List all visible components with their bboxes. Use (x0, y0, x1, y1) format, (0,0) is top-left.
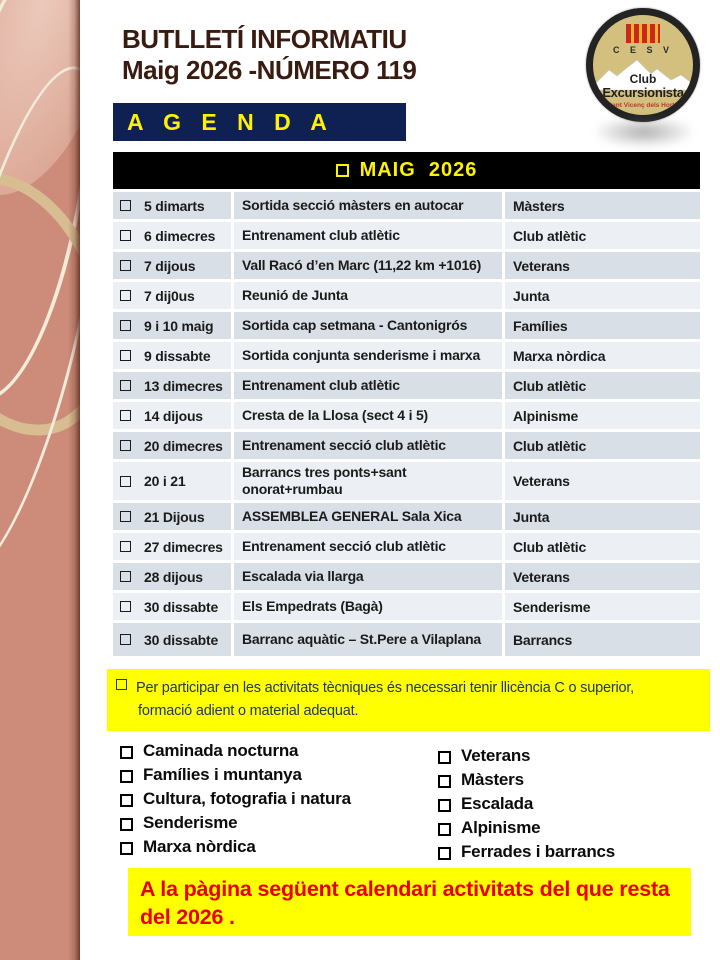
row-category: Màsters (505, 192, 700, 219)
row-date-cell (113, 252, 231, 279)
catalan-flag-icon (626, 24, 660, 43)
list-item (438, 840, 615, 864)
row-date: 7 dijous (144, 257, 196, 274)
table-row (113, 372, 700, 399)
agenda-banner (113, 103, 406, 141)
row-date: 14 dijous (144, 407, 203, 424)
club-logo (586, 8, 700, 122)
checkbox-icon (120, 842, 133, 855)
checkbox-icon (438, 799, 451, 812)
list-item-label: Caminada nocturna (143, 741, 299, 760)
row-category: Veterans (505, 563, 700, 590)
row-category: Alpinisme (505, 402, 700, 429)
strip-shadow-edge (68, 0, 80, 960)
checkbox-icon (120, 541, 131, 552)
row-date: 27 dimecres (144, 538, 223, 555)
row-activity: Cresta de la Llosa (sect 4 i 5) (234, 402, 502, 429)
page-title (122, 24, 416, 86)
table-row (113, 432, 700, 459)
checkbox-icon (438, 847, 451, 860)
table-row (113, 252, 700, 279)
checkbox-icon (120, 601, 131, 612)
activities-table (113, 152, 700, 659)
checkbox-icon (438, 751, 451, 764)
logo-subtitle: Sant Vicenç dels Horts (607, 102, 679, 109)
notice-text-2: formació adient o material adequat. (138, 703, 359, 719)
row-date-cell (113, 432, 231, 459)
row-activity: Barranc aquàtic – St.Pere a Vilaplana (234, 623, 502, 656)
row-date: 9 i 10 maig (144, 317, 214, 334)
title-line-1: BUTLLETÍ INFORMATIU (122, 24, 407, 54)
row-date-cell (113, 222, 231, 249)
table-row (113, 593, 700, 620)
checkbox-icon (120, 746, 133, 759)
notice-text-1: Per participar en les activitats tècniques és necessari tenir llicència C o superior, (136, 680, 634, 696)
list-item (438, 768, 615, 792)
license-notice (107, 669, 710, 731)
row-category: Marxa nòrdica (505, 342, 700, 369)
list-item-label: Famílies i muntanya (143, 765, 302, 784)
logo-name-line1: Club (629, 72, 657, 86)
row-date-cell (113, 282, 231, 309)
list-item (120, 787, 351, 811)
row-date-cell (113, 533, 231, 560)
checkbox-icon (120, 200, 131, 211)
row-date-cell (113, 563, 231, 590)
list-item-label: Cultura, fotografia i natura (143, 789, 351, 808)
checkbox-icon (120, 260, 131, 271)
row-date-cell (113, 503, 231, 530)
row-category: Veterans (505, 252, 700, 279)
row-date-cell (113, 342, 231, 369)
table-row (113, 222, 700, 249)
checkbox-icon (120, 440, 131, 451)
checkbox-icon (336, 164, 349, 177)
table-row (113, 342, 700, 369)
row-date: 20 i 21 (144, 473, 186, 489)
decorative-side-strip (0, 0, 80, 960)
table-header-label: MAIG 2026 (359, 159, 478, 181)
table-row (113, 533, 700, 560)
row-date-cell (113, 402, 231, 429)
table-row (113, 282, 700, 309)
table-row (113, 623, 700, 656)
list-item-label: Senderisme (143, 813, 238, 832)
checkbox-icon (120, 634, 131, 645)
list-item-label: Ferrades i barrancs (461, 842, 616, 861)
row-activity: Entrenament club atlètic (234, 372, 502, 399)
checkbox-icon (438, 823, 451, 836)
row-category: Club atlètic (505, 222, 700, 249)
list-item (438, 792, 615, 816)
row-category: Junta (505, 282, 700, 309)
row-date: 9 dissabte (144, 347, 211, 364)
checkbox-icon (116, 679, 127, 690)
row-activity: Entrenament secció club atlètic (234, 533, 502, 560)
row-activity: Vall Racó d’en Marc (11,22 km +1016) (234, 252, 502, 279)
row-activity: Sortida secció màsters en autocar (234, 192, 502, 219)
row-activity: ASSEMBLEA GENERAL Sala Xica (234, 503, 502, 530)
row-date-cell (113, 372, 231, 399)
row-date: 21 Dijous (144, 508, 205, 525)
table-row (113, 503, 700, 530)
row-date-cell (113, 192, 231, 219)
checkbox-icon (120, 290, 131, 301)
table-row (113, 563, 700, 590)
list-item (438, 744, 615, 768)
logo-acronym: C E S V (612, 45, 673, 55)
row-category: Club atlètic (505, 372, 700, 399)
table-row (113, 192, 700, 219)
table-header (113, 152, 700, 189)
row-date: 30 dissabte (144, 631, 219, 648)
list-item (120, 811, 351, 835)
table-body (113, 192, 700, 656)
list-item-label: Màsters (461, 770, 524, 789)
row-date-cell (113, 312, 231, 339)
row-activity: Escalada via llarga (234, 563, 502, 590)
row-date: 6 dimecres (144, 227, 216, 244)
next-page-note-text: A la pàgina següent calendari activitats del que resta del 2026 . (140, 877, 670, 929)
row-date-cell (113, 593, 231, 620)
title-line-2: Maig 2026 -NÚMERO 119 (122, 55, 417, 85)
activity-list-left (120, 739, 351, 859)
row-activity: Reunió de Junta (234, 282, 502, 309)
list-item (438, 816, 615, 840)
checkbox-icon (120, 818, 133, 831)
list-item-label: Alpinisme (461, 818, 541, 837)
logo-name-line2: Excursionista (602, 85, 684, 100)
row-date: 7 dij0us (144, 287, 195, 304)
row-date: 30 dissabte (144, 598, 219, 615)
row-activity: Els Empedrats (Bagà) (234, 593, 502, 620)
row-activity: Entrenament secció club atlètic (234, 432, 502, 459)
row-date: 13 dimecres (144, 377, 223, 394)
club-logo-inner (593, 15, 693, 115)
table-row (113, 462, 700, 500)
row-category: Senderisme (505, 593, 700, 620)
checkbox-icon (120, 320, 131, 331)
row-activity: Barrancs tres ponts+sant onorat+rumbau (234, 462, 502, 500)
row-date: 5 dimarts (144, 197, 205, 214)
checkbox-icon (120, 350, 131, 361)
checkbox-icon (438, 775, 451, 788)
row-activity: Sortida conjunta senderisme i marxa (234, 342, 502, 369)
row-date-cell (113, 623, 231, 656)
checkbox-icon (120, 410, 131, 421)
list-item-label: Escalada (461, 794, 534, 813)
checkbox-icon (120, 770, 133, 783)
checkbox-icon (120, 380, 131, 391)
list-item (120, 835, 351, 859)
row-category: Club atlètic (505, 533, 700, 560)
row-date-cell (113, 462, 231, 500)
row-category: Club atlètic (505, 432, 700, 459)
checkbox-icon (120, 794, 133, 807)
checkbox-icon (120, 230, 131, 241)
activity-list-right (438, 744, 615, 864)
logo-shadow (592, 116, 696, 148)
list-item (120, 739, 351, 763)
row-date: 20 dimecres (144, 437, 223, 454)
row-activity: Sortida cap setmana - Cantonigrós (234, 312, 502, 339)
next-page-note (128, 868, 691, 936)
row-activity: Entrenament club atlètic (234, 222, 502, 249)
row-category: Famílies (505, 312, 700, 339)
row-category: Veterans (505, 462, 700, 500)
notice-line-1 (116, 677, 702, 700)
checkbox-icon (120, 476, 131, 487)
table-row (113, 312, 700, 339)
row-date: 28 dijous (144, 568, 203, 585)
list-item-label: Veterans (461, 746, 531, 765)
list-item (120, 763, 351, 787)
agenda-label: A G E N D A (127, 109, 334, 135)
checkbox-icon (120, 511, 131, 522)
table-row (113, 402, 700, 429)
row-category: Junta (505, 503, 700, 530)
row-category: Barrancs (505, 623, 700, 656)
list-item-label: Marxa nòrdica (143, 837, 256, 856)
checkbox-icon (120, 571, 131, 582)
